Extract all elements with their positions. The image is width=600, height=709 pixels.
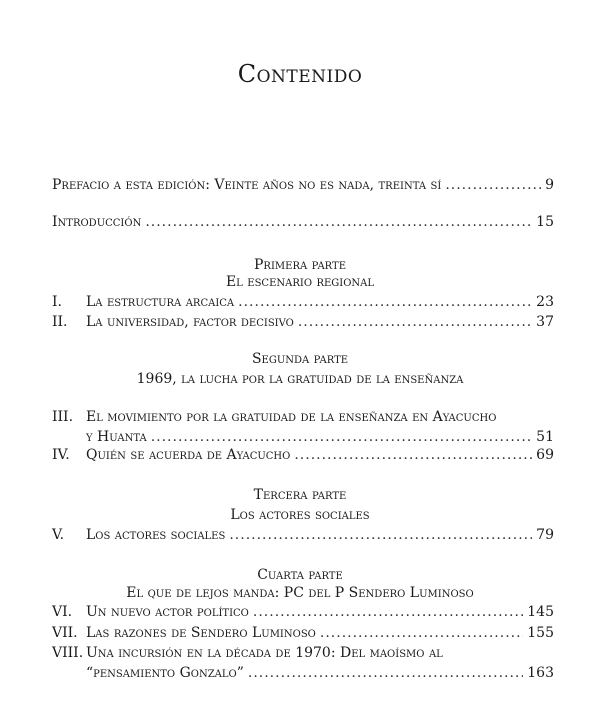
part-label: Segunda parte xyxy=(251,351,349,367)
entry-label: Las razones de Sendero Luminoso xyxy=(86,625,316,641)
toc-entry-chapter-line1[interactable] xyxy=(52,408,496,426)
entry-label: y Huanta xyxy=(86,429,147,445)
entry-label: Los actores sociales xyxy=(86,527,226,543)
dot-leader xyxy=(229,526,532,544)
chapter-number: VIII. xyxy=(52,645,84,661)
dot-leader xyxy=(253,603,523,621)
entry-page: 15 xyxy=(536,214,554,230)
entry-label: Introducción xyxy=(52,214,142,230)
entry-label: La universidad, factor decisivo xyxy=(86,314,294,330)
dot-leader xyxy=(145,213,532,231)
entry-page: 9 xyxy=(545,177,554,193)
toc-entry-chapter[interactable] xyxy=(52,446,554,464)
chapter-number: V. xyxy=(52,527,65,543)
entry-page: 23 xyxy=(536,294,554,310)
entry-label: Un nuevo actor político xyxy=(86,604,249,620)
entry-page: 51 xyxy=(536,429,554,445)
toc-entry-chapter[interactable] xyxy=(52,526,554,544)
toc-entry-introduccion[interactable] xyxy=(52,213,554,231)
dot-leader xyxy=(445,176,541,194)
toc-entry-chapter-line2[interactable] xyxy=(86,664,554,682)
entry-label: Una incursión en la década de 1970: Del maoísmo al xyxy=(86,645,443,661)
part-label: Cuarta parte xyxy=(257,567,343,583)
dot-leader xyxy=(248,664,523,682)
part-label: Tercera parte xyxy=(253,487,347,503)
entry-label: “pensamiento Gonzalo” xyxy=(86,665,244,681)
entry-page: 163 xyxy=(527,665,554,681)
part-label: Primera parte xyxy=(254,257,346,273)
chapter-number: I. xyxy=(52,294,62,310)
dot-leader xyxy=(298,313,532,331)
part-title: 1969, la lucha por la gratuidad de la enseñanza xyxy=(136,371,464,387)
entry-label: La estructura arcaica xyxy=(86,294,235,310)
part-title: Los actores sociales xyxy=(230,507,370,523)
chapter-number: IV. xyxy=(52,447,70,463)
entry-page: 37 xyxy=(536,314,554,330)
entry-label: Prefacio a esta edición: Veinte años no es nada, treinta sí xyxy=(52,177,442,193)
entry-page: 145 xyxy=(527,604,554,620)
part-title: El escenario regional xyxy=(225,274,375,290)
entry-label: Quién se acuerda de Ayacucho xyxy=(86,447,291,463)
chapter-number: III. xyxy=(52,409,74,425)
toc-entry-chapter[interactable] xyxy=(52,624,554,642)
entry-label: El movimiento por la gratuidad de la enseñanza en Ayacucho xyxy=(86,409,497,425)
toc-entry-chapter-line2[interactable] xyxy=(86,428,554,446)
toc-entry-chapter[interactable] xyxy=(52,293,554,311)
toc-entry-chapter-line1[interactable] xyxy=(52,644,443,662)
chapter-number: VI. xyxy=(52,604,73,620)
toc-entry-prefacio[interactable] xyxy=(52,176,554,194)
entry-page: 155 xyxy=(527,625,554,641)
dot-leader xyxy=(151,428,532,446)
toc-entry-chapter[interactable] xyxy=(52,313,554,331)
page-title: Contenido xyxy=(237,60,363,88)
entry-page: 79 xyxy=(536,527,554,543)
chapter-number: II. xyxy=(52,314,68,330)
dot-leader xyxy=(294,446,532,464)
toc-entry-chapter[interactable] xyxy=(52,603,554,621)
entry-page: 69 xyxy=(536,447,554,463)
dot-leader xyxy=(320,624,523,642)
part-title: El que de lejos manda: PC del P Sendero Luminoso xyxy=(126,585,474,601)
dot-leader xyxy=(238,293,532,311)
chapter-number: VII. xyxy=(52,625,78,641)
